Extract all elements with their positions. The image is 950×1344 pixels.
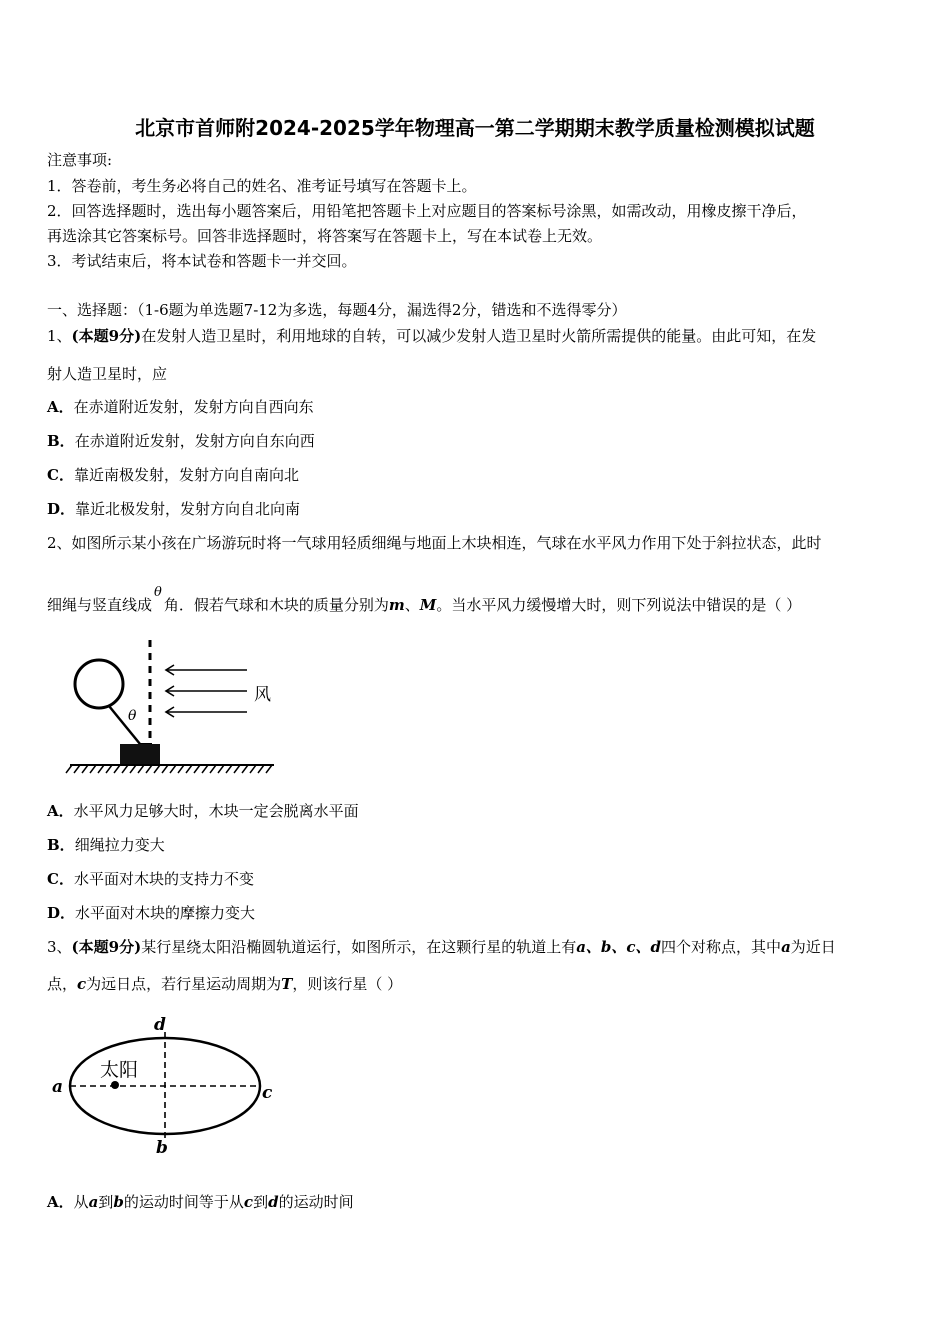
q2-option-b-label: B． [47, 836, 75, 854]
q3-point-a: a [781, 938, 791, 956]
theta-symbol: θ [154, 585, 162, 600]
q1-option-b-label: B． [47, 432, 75, 450]
angle-label: θ [128, 708, 137, 724]
notice-heading: 注意事项: [47, 151, 113, 169]
orbit-figure [40, 1008, 290, 1168]
balloon-figure [62, 632, 292, 782]
q3-option-a-pt-a: a [88, 1193, 99, 1211]
q2-option-d-label: D． [47, 904, 76, 922]
q2-option-d-text: 水平面对木块的摩擦力变大 [75, 904, 256, 922]
q1-option-d-label: D． [47, 500, 76, 518]
q3-option-a [47, 1192, 354, 1212]
balloon [75, 660, 123, 708]
q2-option-a-text: 水平风力足够大时，木块一定会脱离水平面 [73, 802, 359, 820]
q3-text2a: 点， [47, 975, 78, 993]
q1-option-c [47, 465, 299, 485]
wood-block [120, 744, 160, 764]
q2-stem-line2 [47, 585, 802, 617]
q3-stem-line1 [47, 937, 836, 957]
wind-label: 风 [254, 685, 271, 705]
q2-text2b: 角．假若气球和木块的质量分别为 [163, 596, 389, 614]
q3-text1a: 某行星绕太阳沿椭圆轨道运行，如图所示，在这颗行星的轨道上有 [141, 938, 577, 956]
q1-option-a-label: A． [47, 398, 74, 416]
q1-option-c-text: 靠近南极发射，发射方向自南向北 [73, 466, 299, 484]
q2-text2a: 细绳与竖直线成 [47, 596, 153, 614]
sun-dot [111, 1081, 119, 1089]
q1-option-d-text: 靠近北极发射，发射方向自北向南 [75, 500, 301, 518]
q1-option-b-text: 在赤道附近发射，发射方向自东向西 [74, 432, 315, 450]
q2-option-a [47, 801, 359, 821]
q2-stem-line1: 2、如图所示某小孩在广场游玩时将一气球用轻质细绳与地面上木块相连，气球在水平风力作用下处于斜拉状态，此时 [47, 534, 822, 552]
q3-period-T: T [281, 975, 293, 993]
q3-option-a-pt-c: c [243, 1193, 254, 1211]
orbit-label-b: b [156, 1138, 168, 1158]
q1-option-b [47, 431, 315, 451]
q3-points: a、b、c、d [576, 938, 662, 956]
mass-m: m [388, 596, 405, 614]
orbit-label-c: c [262, 1083, 273, 1103]
q3-option-a-pt-b: b [113, 1193, 124, 1211]
q3-option-a-label: A． [47, 1193, 74, 1211]
q2-option-b [47, 835, 165, 855]
q1-stem-line2: 射人造卫星时，应 [47, 365, 168, 383]
q1-option-d [47, 499, 300, 519]
q1-text1: 在发射人造卫星时，利用地球的自转，可以减少发射人造卫星时火箭所需提供的能量。由此可知，在发 [141, 327, 817, 345]
orbit-label-a: a [52, 1077, 64, 1097]
notice-item-1: 1．答卷前，考生务必将自己的姓名、准考证号填写在答题卡上。 [47, 177, 477, 195]
q3-text2b: 为远日点，若行星运动周期为 [86, 975, 282, 993]
q3-option-a-text-4: 到 [253, 1193, 269, 1211]
q1-option-c-label: C． [47, 466, 74, 484]
q3-score: (本题9分) [71, 938, 142, 956]
q1-score: (本题9分) [71, 327, 142, 345]
notice-item-3: 3．考试结束后，将本试卷和答题卡一并交回。 [47, 252, 357, 270]
notice-item-2-cont: 再选涂其它答案标号。回答非选择题时，将答案写在答题卡上，写在本试卷上无效。 [47, 227, 603, 245]
section-heading: 一、选择题：（1-6题为单选题7-12为多选，每题4分，漏选得2分，错选和不选得零分） [47, 301, 627, 319]
q1-option-a [47, 397, 314, 417]
q3-text2c: ，则该行星（ ） [292, 975, 403, 993]
sun-label: 太阳 [100, 1059, 139, 1081]
ground-hatching [66, 765, 272, 773]
q2-option-b-text: 细绳拉力变大 [74, 836, 165, 854]
wind-arrows [166, 665, 247, 717]
q2-option-c-label: C． [47, 870, 74, 888]
q2-sep: 、 [404, 596, 420, 614]
q3-option-a-text-5: 的运动时间 [278, 1193, 354, 1211]
orbit-label-d: d [154, 1015, 166, 1035]
mass-M: M [419, 596, 437, 614]
q3-stem-line2 [47, 974, 402, 994]
q2-option-c [47, 869, 254, 889]
q2-text2c: 。当水平风力缓慢增大时，则下列说法中错误的是（ ） [436, 596, 802, 614]
page-title: 北京市首师附2024-2025学年物理高一第二学期期末教学质量检测模拟试题 [135, 116, 815, 140]
q1-stem-line1 [47, 326, 816, 346]
q3-prefix: 3、 [47, 938, 72, 956]
q3-option-a-text-1: 从 [73, 1193, 89, 1211]
q3-point-c: c [77, 975, 87, 993]
q3-text1b: 四个对称点，其中 [661, 938, 782, 956]
q3-option-a-text-3: 的运动时间等于从 [123, 1193, 244, 1211]
q2-option-c-text: 水平面对木块的支持力不变 [73, 870, 254, 888]
q2-option-a-label: A． [47, 802, 74, 820]
q3-option-a-text-2: 到 [98, 1193, 114, 1211]
q3-text1c: 为近日 [790, 938, 836, 956]
q1-prefix: 1、 [47, 327, 72, 345]
q1-option-a-text: 在赤道附近发射，发射方向自西向东 [73, 398, 314, 416]
notice-item-2: 2．回答选择题时，选出每小题答案后，用铅笔把答题卡上对应题目的答案标号涂黑，如需改动，用橡皮擦干净后， [47, 202, 807, 220]
q2-option-d [47, 903, 255, 923]
q3-option-a-pt-d: d [268, 1193, 279, 1211]
